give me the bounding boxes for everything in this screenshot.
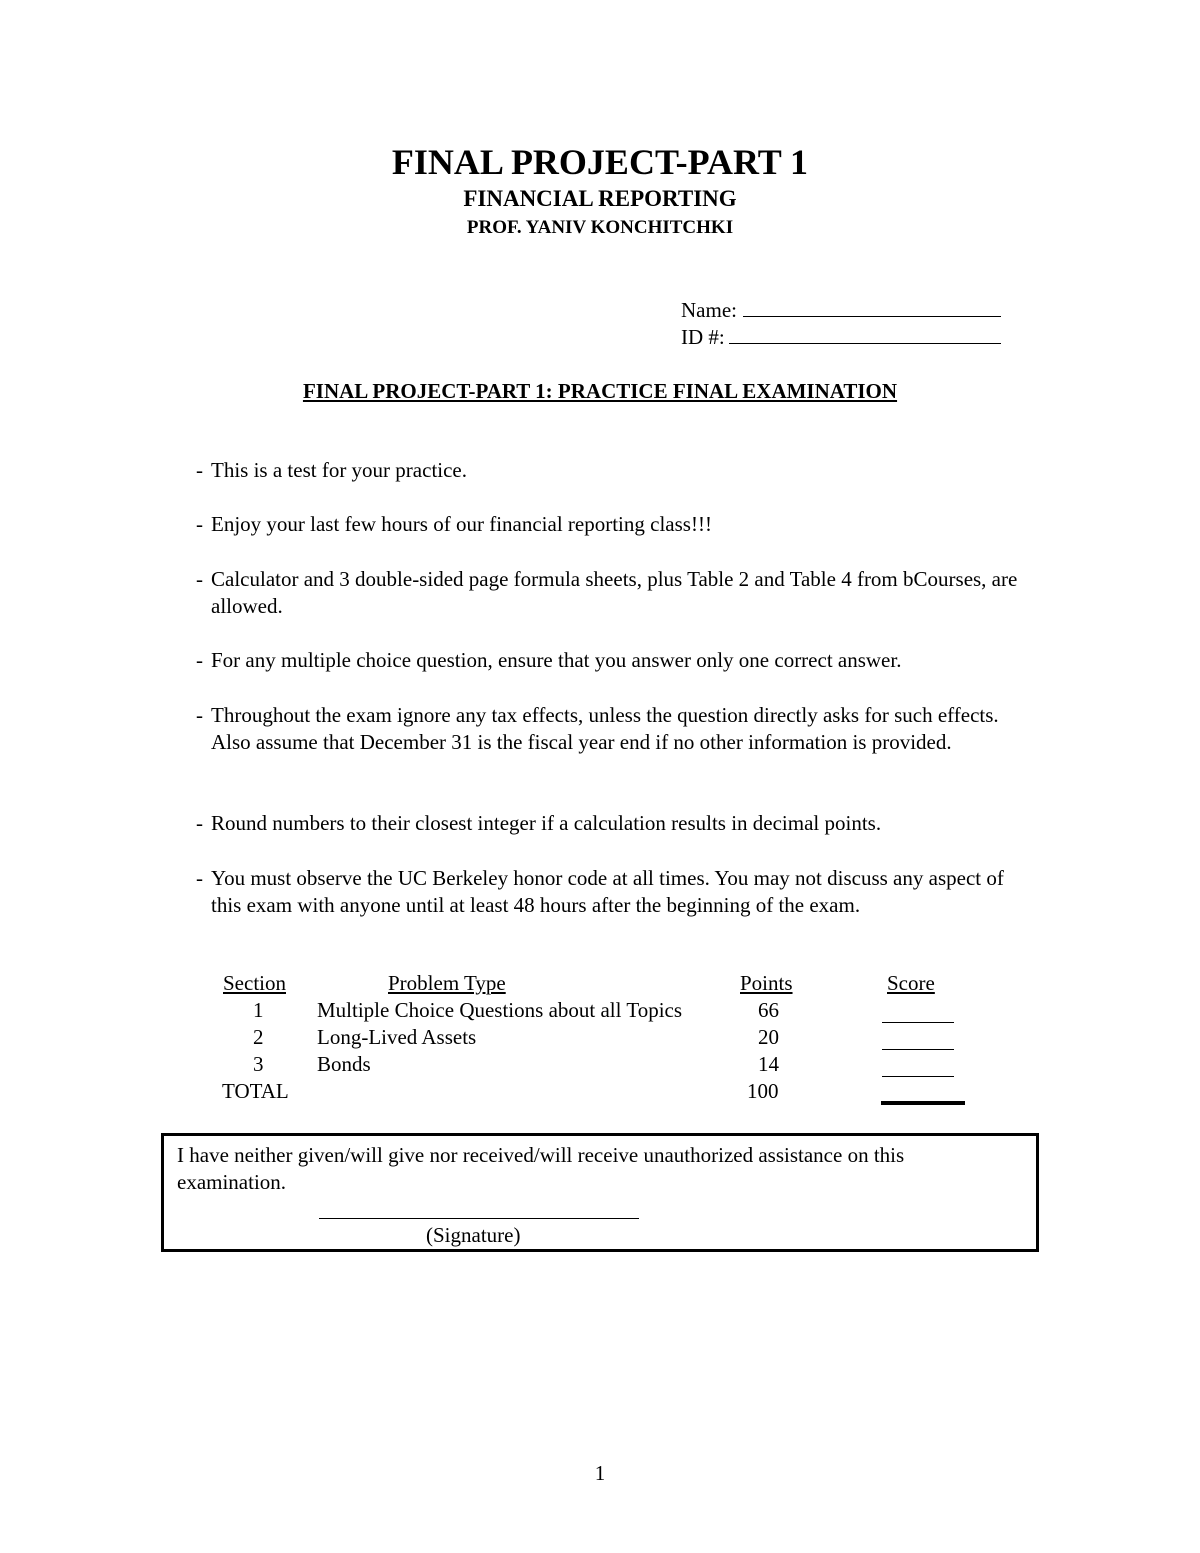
instruction-text: Round numbers to their closest integer if a calculation results in decimal points.: [211, 811, 882, 835]
header-points: Points: [740, 971, 793, 995]
bullet-dash: -: [196, 811, 203, 835]
score-blank-1[interactable]: [882, 1022, 954, 1023]
professor-name: PROF. YANIV KONCHITCHKI: [466, 217, 734, 238]
id-field-row: [681, 323, 1001, 350]
name-blank-line[interactable]: [743, 296, 1001, 317]
total-points: 100: [747, 1079, 779, 1103]
instruction-item: [196, 810, 1036, 837]
row-section: 2: [253, 1025, 264, 1049]
row-problem-type: Bonds: [317, 1052, 371, 1076]
header-section: Section: [223, 971, 286, 995]
total-score-blank[interactable]: [881, 1101, 965, 1105]
header-score: Score: [887, 971, 935, 995]
instruction-item: [196, 647, 1036, 674]
bullet-dash: -: [196, 866, 203, 890]
row-problem-type: Multiple Choice Questions about all Topics: [317, 998, 683, 1022]
honor-statement: I have neither given/will give nor received/will receive unauthorized assistance on this examination.: [177, 1143, 905, 1194]
bullet-dash: -: [196, 703, 203, 727]
name-field-row: [681, 296, 1001, 323]
score-blank-2[interactable]: [882, 1049, 954, 1050]
signature-label: (Signature): [426, 1223, 521, 1247]
instruction-text: Calculator and 3 double-sided page formula sheets, plus Table 2 and Table 4 from bCourses, are allowed.: [211, 567, 1018, 618]
row-problem-type: Long-Lived Assets: [317, 1025, 477, 1049]
instruction-item: [196, 566, 1036, 620]
bullet-dash: -: [196, 458, 203, 482]
instruction-text: Enjoy your last few hours of our financial reporting class!!!: [211, 512, 712, 536]
row-points: 14: [758, 1052, 779, 1076]
total-label: TOTAL: [222, 1079, 289, 1103]
row-section: 3: [253, 1052, 264, 1076]
instruction-text: This is a test for your practice.: [211, 458, 467, 482]
instruction-item: [196, 511, 1036, 538]
instruction-text: Throughout the exam ignore any tax effects, unless the question directly asks for such effects. Also assume that December 31 is the fiscal year end if no other information is provided.: [211, 703, 999, 754]
bullet-dash: -: [196, 648, 203, 672]
row-points: 66: [758, 998, 779, 1022]
row-section: 1: [253, 998, 264, 1022]
instruction-text: For any multiple choice question, ensure that you answer only one correct answer.: [211, 648, 902, 672]
header-problem-type: Problem Type: [388, 971, 506, 995]
instruction-item: [196, 865, 1036, 919]
instruction-item: [196, 702, 1036, 756]
honor-code-box: [161, 1133, 1039, 1252]
id-blank-line[interactable]: [729, 323, 1001, 344]
row-points: 20: [758, 1025, 779, 1049]
bullet-dash: -: [196, 567, 203, 591]
instruction-text: You must observe the UC Berkeley honor code at all times. You may not discuss any aspect of this exam with anyone until at least 48 hours after the beginning of the exam.: [211, 866, 1004, 917]
exam-heading: FINAL PROJECT-PART 1: PRACTICE FINAL EXAMINATION: [302, 379, 898, 403]
document-title: FINAL PROJECT-PART 1: [391, 142, 809, 182]
course-name: FINANCIAL REPORTING: [463, 186, 737, 211]
signature-line[interactable]: [319, 1218, 639, 1219]
score-blank-3[interactable]: [882, 1076, 954, 1077]
page-number: 1: [594, 1461, 606, 1485]
name-label: Name:: [681, 298, 737, 322]
id-label: ID #:: [681, 325, 725, 349]
instruction-item: [196, 457, 1036, 484]
bullet-dash: -: [196, 512, 203, 536]
